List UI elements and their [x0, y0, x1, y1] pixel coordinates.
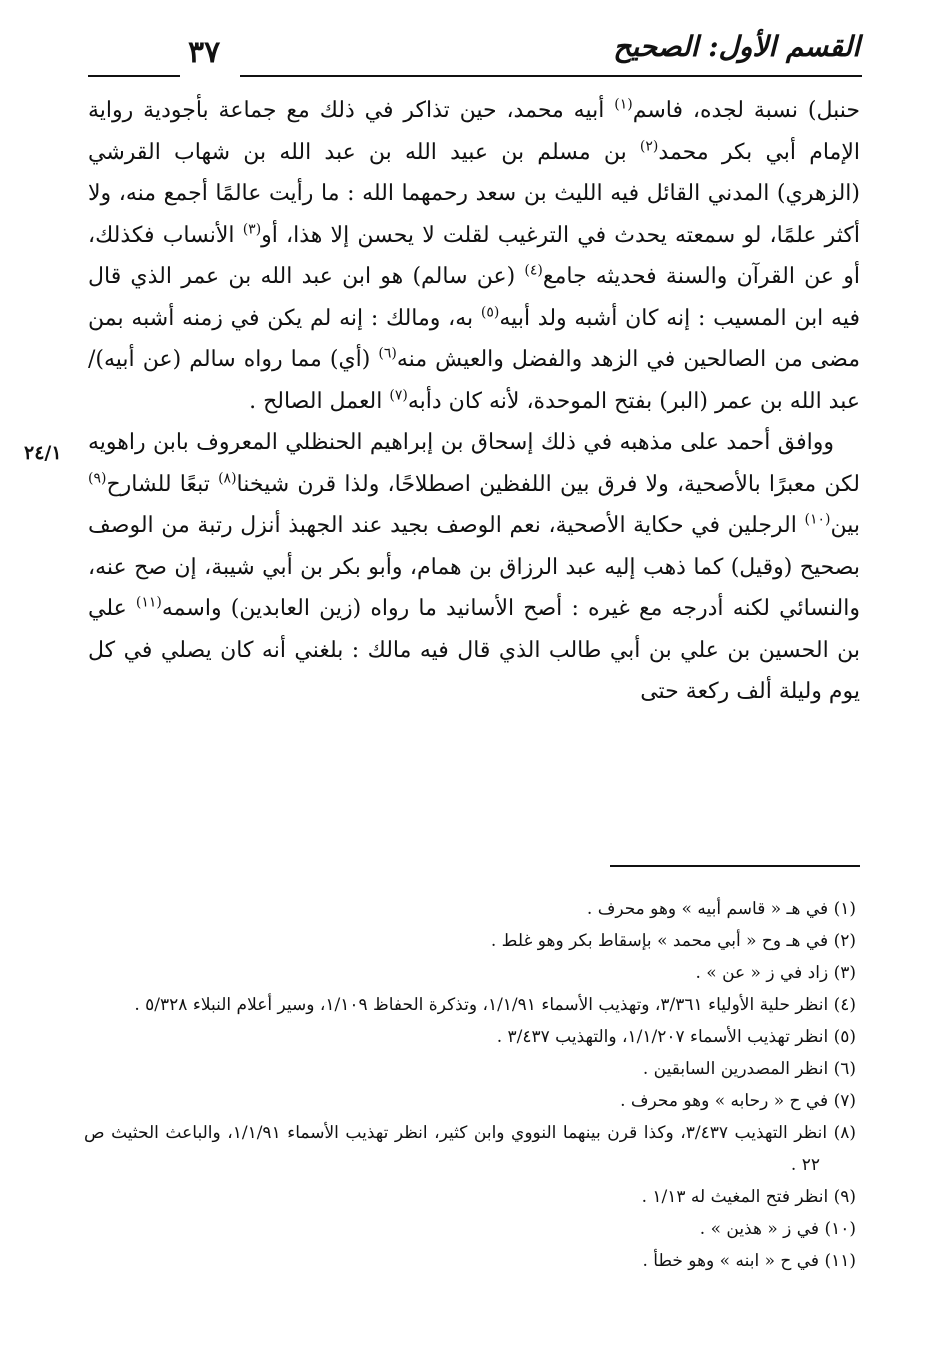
header-rule-left	[88, 75, 180, 77]
footnote-ref: (٣)	[242, 221, 262, 238]
footnote-ref: (٨)	[218, 470, 237, 487]
footnote-separator	[610, 865, 860, 867]
footnote-ref: (١١)	[135, 594, 162, 611]
running-header	[60, 22, 860, 82]
footnote-ref: (٩)	[88, 470, 107, 487]
footnote-ref: (٥)	[480, 304, 500, 321]
footnote-ref: (٦)	[378, 345, 397, 362]
footnote-ref: (١٠)	[804, 511, 831, 528]
footnote-2: (٢) في هـ وح « أبي محمد » بإسقاط بكر وهو غلط .	[490, 931, 856, 951]
footnote-6: (٦) انظر المصدرين السابقين .	[642, 1059, 856, 1079]
footnote-10: (١٠) في ز « هذين » .	[699, 1219, 856, 1239]
main-text	[88, 90, 860, 713]
paragraph-2: ووافق أحمد على مذهبه في ذلك إسحاق بن إبراهيم الحنظلي المعروف بابن راهويه لكن معبرًا بالأصحية، ولا فرق بين اللفظين اصطلاحًا، ولذا قرن شيخنا$^{(٨)}$ تبعًا للشارح$^{(٩)}$ بين$^{(١٠)}$ الرجلين في حكاية الأصحية، نعم الوصف بجيد عند الجهبذ أنزل رتبة من الوصف بصحيح (وقيل) كما ذهب إليه عبد الرزاق بن همام، وأبو بكر بن أبي شيبة، إن صح عنه، والنسائي لكنه أدرجه مع غيره : أصح الأسانيد ما رواه (زين العابدين) واسمه$^{(١١)}$ علي بن الحسين بن علي بن أبي طالب الذي قال فيه مالك : بلغني أنه كان يصلي في كل يوم وليلة ألف ركعة حتى	[88, 430, 860, 704]
footnote-5: (٥) انظر تهذيب الأسماء ١/١/٢٠٧، والتهذيب ٣/٤٣٧ .	[496, 1027, 856, 1047]
footnote-ref: (٢)	[639, 138, 659, 155]
footnote-8: (٨) انظر التهذيب ٣/٤٣٧، وكذا قرن بينهما النووي وابن كثير، انظر تهذيب الأسماء ١/١/٩١، والباعث الحثيث ص ٢٢ .	[84, 1123, 857, 1175]
footnote-7: (٧) في ح « رحابه » وهو محرف .	[620, 1091, 856, 1111]
footnote-4: (٤) انظر حلية الأولياء ٣/٣٦١، وتهذيب الأسماء ١/١/٩١، وتذكرة الحفاظ ١/١٠٩، وسير أعلام النبلاء ٥/٣٢٨ .	[134, 995, 856, 1015]
footnote-1: (١) في هـ « قاسم أبيه » وهو محرف .	[586, 899, 856, 919]
running-title: القسم الأول: الصحيح	[613, 30, 860, 63]
header-rule-right	[240, 75, 862, 77]
footnotes	[84, 893, 856, 1277]
page-number: ٣٧	[188, 35, 221, 70]
footnote-3: (٣) زاد في ز « عن » .	[695, 963, 856, 983]
paragraph-1: حنبل) نسبة لجده، فاسم$^{(١)}$ أبيه محمد، حين تذاكر في ذلك مع جماعة بأجودية رواية الإمام أبي بكر محمد$^{(٢)}$ بن مسلم بن عبيد الله بن عبد الله بن شهاب القرشي (الزهري) المدني القائل فيه الليث بن سعد رحمهما الله : ما رأيت عالمًا أجمع منه، ولا أكثر علمًا، لو سمعته يحدث في الترغيب لقلت لا يحسن إلا هذا، أو$^{(٣)}$ الأنساب فكذلك، أو عن القرآن والسنة فحديثه جامع$^{(٤)}$ (عن سالم) هو ابن عبد الله بن عمر الذي قال فيه ابن المسيب : إنه كان أشبه ولد أبيه$^{(٥)}$ به، ومالك : إنه لم يكن في زمنه أشبه بمن مضى من الصالحين في الزهد والفضل والعيش منه$^{(٦)}$ (أي) مما رواه سالم (عن أبيه)/ عبد الله بن عمر (البر) بفتح الموحدة، لأنه كان دأبه$^{(٧)}$ العمل الصالح .	[88, 96, 860, 414]
footnote-9: (٩) انظر فتح المغيث له ١/١٣ .	[641, 1187, 856, 1207]
footnote-11: (١١) في ح « ابنه » وهو خطأ .	[642, 1251, 856, 1271]
footnote-ref: (١)	[614, 96, 633, 113]
margin-note: ٢٤/١	[24, 442, 62, 464]
footnote-ref: (٤)	[524, 262, 543, 279]
footnote-ref: (٧)	[389, 387, 408, 404]
